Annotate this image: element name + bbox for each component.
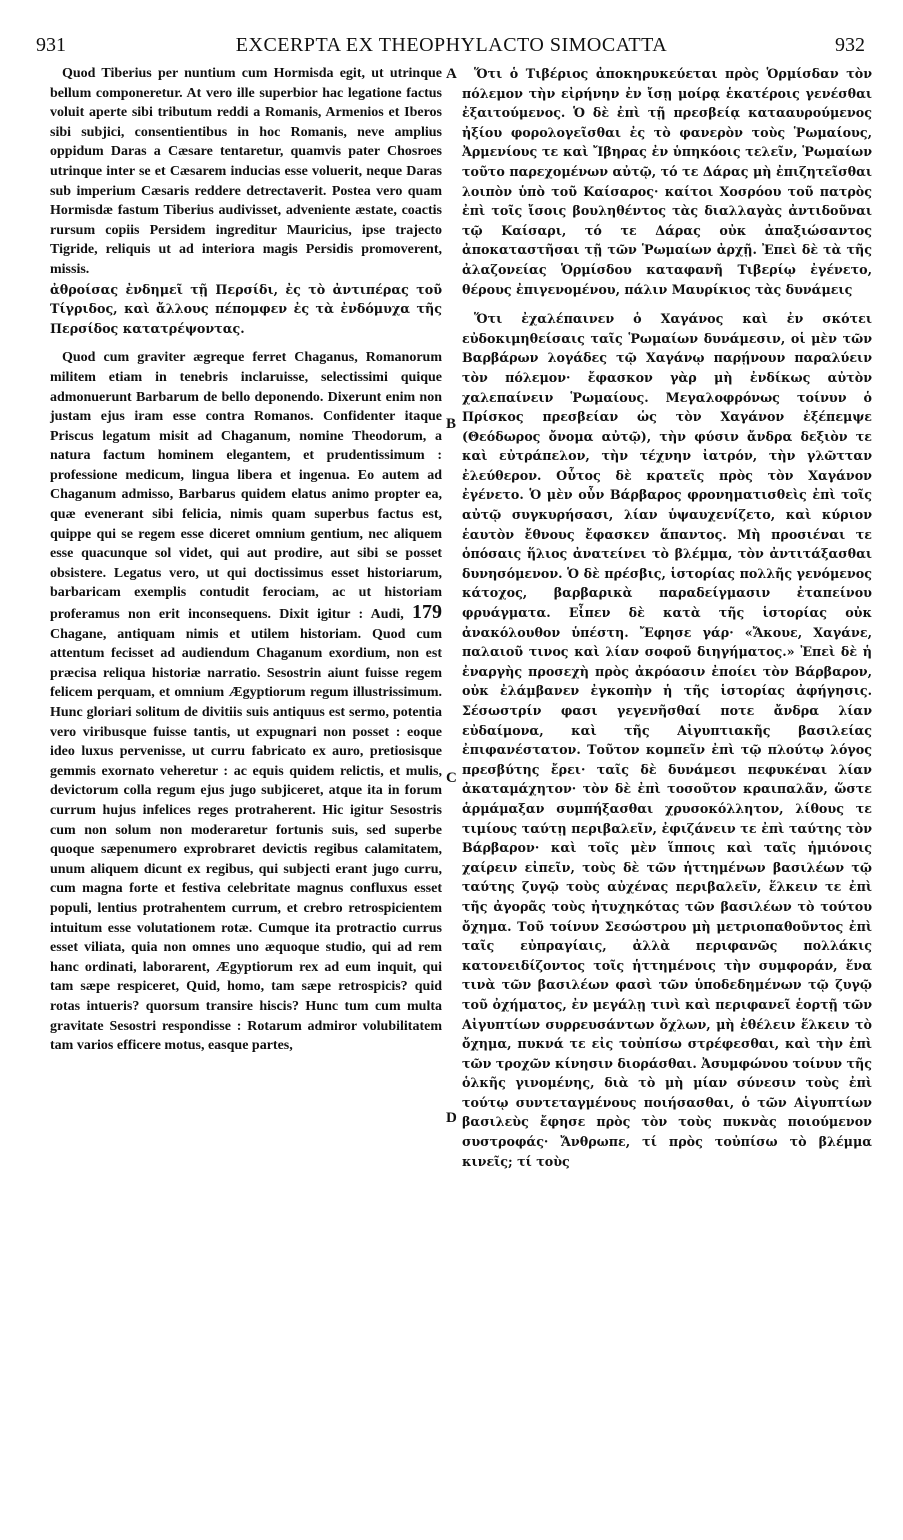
latin-column	[50, 64, 442, 1056]
page-number-right: 932	[835, 34, 865, 56]
greek-paragraph-2: Ὅτι ἐχαλέπαινεν ὁ Χαγάνος καὶ ἐν σκότει εὐδοκιμηθείσαις ταῖς Ῥωμαίων δυνάμεσιν, οἱ μὲν τῶν Βαρβάρων λογάδες τῷ Χαγάνῳ παρῄνουν παραλύειν τὸν πόλεμον· ἔφασκον γὰρ μὴ ἐνδίκως αὐτὸν χαλεπαίνειν Ῥωμαίους. Μεγαλοφρόνως τοίνυν ὁ Πρίσκος πρεσβείαν ὡς τὸν Χαγάνον ἐξέπεμψε (Θεόδωρος ὄνομα αὐτῷ), τὴν φύσιν ἄνδρα δεξιὸν τε καὶ εὐτράπελον, τὴν τέχνην ἰατρόν, τὴν γλῶτταν ἐλεύθερον. Οὗτος δὲ κρατεῖς πρὸς τὸν Χαγάνον ἐγένετο. Ὁ μὲν οὖν Βάρβαρος φρονηματισθεὶς ἐπὶ τοῖς αὐτῷ συγκυρήσασι, λίαν ὑψαυχενίζετο, καὶ κύριον ἑαυτὸν ἔθνους ἔφασκεν ἅπαντος. Μὴ προσιέναι τε ὁπόσαις ἥλιος ἀνατείνει τὸ βλέμμα, τὸν ἀντιτάξασθαι δυνησόμενον. Ὁ δὲ πρέσβις, ἱστορίας πολλῆς γενόμενος κάτοχος, βαρβαρικὰ παραδείγμασιν ἐταπείνου φρυάγματα. Εἶπεν δὲ κατὰ τῆς ἱστορίας οὐκ ἀνακόλουθον ὑπέστη. Ἔφησε γάρ· «Ἄκουε, Χαγάνε, παλαιοῦ τινος καὶ λίαν σοφοῦ διηγήματος.» Ἐπεὶ δὲ ἡ ἐναργὴς προσεχὴ πρὸς ἀκρόασιν ἐποίει τὸν Βάρβαρον, οὐκ ἐλάμβανεν ἐγκοπὴν ἡ τῆς ἱστορίας ἀφήγησις. Σέσωστρίν φασι γεγενῆσθαί ποτε ἄνδρα λίαν εὐδαίμονα, καὶ τῆς Αἰγυπτιακῆς βασιλείας ἐπιφανέστατον. Τοῦτον κομπεῖν ἐπὶ τῷ πλούτῳ λόγος πρεσβύτης ἔρει· ταῖς δὲ δυνάμεσι πεφυκέναι λίαν ἀκαταμάχητον· τὸν δὲ ἐπὶ τοσοῦτον κραιπαλᾶν, ὥστε ἁρμάμαξαν συμπήξασθαι χρυσοκόλλητον, λίθους τε τιμίους ταύτῃ περιβαλεῖν, ἐφιζάνειν τε ἐπὶ ταύτης τὸν Βάρβαρον· καὶ τοῖς μὲν ἵπποις καὶ ταῖς ἡμιόνοις χαίρειν εἰπεῖν, τοὺς δὲ τῶν ἡττημένων βασιλέων τῷ ταύτης ζυγῷ τοὺς αὐχένας περιβαλεῖν, ἕλκειν τε ἐπὶ τῆς ἀγορᾶς τοὺς ἠτυχηκότας τῶν βασιλέων τὸ τούτου ὄχημα. Τοῦ τοίνυν Σεσώστρου μὴ μετριοπαθοῦντος ἐπὶ ταῖς εὐπραγίαις, ἀλλὰ περιφανῶς πολλάκις κατονειδίζοντος τοῖς ἡττημένοις τὴν συμφοράν, ἕνα τινὰ τῶν βασιλέων φασὶ τῶν ὑποδεδημένων τῷ ζυγῷ τοῦ ὀχήματος, ἐν μεγάλῃ τινὶ καὶ περιφανεῖ ἑορτῇ τῶν Αἰγυπτίων συρρευσάντων ὄχλων, μὴ ἐθέλειν ἕλκειν τὸ ὄχημα, πυκνά τε εἰς τοὐπίσω στρέφεσθαι, καὶ τὴν ἐπὶ τῶν τροχῶν κίνησιν διοράσθαι. Ἀσυμφώνου τοίνυν τῆς ὁλκῆς γινομένης, διὰ τὸ μὴ μίαν σύνεσιν τοὺς ἐπὶ τούτῳ συντεταγμένους ποιήσασθαι, ὁ τῶν Αἰγυπτίων βασιλεὺς ἔφησε πρὸς τὸν τοὺς πυκνὰς ποιούμενον συστροφάς· Ἄνθρωπε, τί πρὸς τοὐπίσω τὸ βλέμμα κινεῖς; τί τοὺς	[462, 311, 872, 1169]
latin-paragraph-1: Quod Tiberius per nuntium cum Hormisda egit, ut utrinque bellum componeretur. At vero ille superbior hac legatione factus voluit aperte sibi tributum reddi a Romanis, Armenios et Iberos sibi subjici, consentientibus in hoc Romanis, neve amplius oppidum Daras a Cæsare tentaretur, quamvis pater Chosroes utrinque inter se et Cæsarem inducias esse voluerit, neque Daras sub imperium Cæsaris reddere detrectaverit. Postea vero quam Hormisdæ fastum Tiberius audivisset, adveniente æstate, coactis rursum copiis Persidem ingreditur Mauricius, ipse trajecto Tigride, reliquis ut ad interiora magis Persidis promoverent, missis.	[50, 66, 442, 277]
greek-column	[462, 64, 872, 1171]
latin-paragraph-2	[50, 348, 442, 1055]
latin-paragraph-2-part-1: Quod cum graviter ægreque ferret Chaganus, Romanorum militem etiam in tenebris inclaruisse, selectissimi quique admonuerunt Barbarum de bello deponendo. Dixerunt enim non justam ejus iram esse contra Romanos. Confidenter itaque Priscus legatum misit ad Chaganum, nomine Theodorum, a natura factum hominem elegantem, et prudentissimum : professione medicum, lingua libera et ingenua. Eo autem ad Chaganum admisso, Barbarus quidem elatus animo propter ea, quæ evenerant sibi felicia, nimis quam superbus factus est, quippe qui se regem esse diceret omnium gentium, nec aliquem esse quacunque sol videt, qui aut prodire, aut sibi se posset obsistere. Legatus vero, ut qui doctissimus esset historiarum, barbaricam exemplis contudit ferociam, ac ut historiam proferamus non erit inconsequens. Dixit igitur : Audi,	[50, 350, 442, 623]
marginal-page-number: 179	[412, 601, 442, 624]
margin-letter-a: A	[446, 66, 457, 82]
greek-overflow-line: ἀθροίσας ἐνδημεῖ τῇ Περσίδι, ἐς τὸ ἀντιπέρας τοῦ Τίγριδος, καὶ ἄλλους πέπομφεν ἐς τὰ ἐνδόμυχα τῆς Περσίδος κατατρέψοντας.	[50, 281, 442, 336]
greek-paragraph-1: Ὅτι ὁ Τιβέριος ἀποκηρυκεύεται πρὸς Ὁρμίσδαν τὸν πόλεμον τὴν εἰρήνην ἐν ἴσῃ μοίρᾳ ἑκατέροις γενέσθαι ἐξαιτούμενος. Ὁ δὲ ἐπὶ τῇ πρεσβείᾳ κατααυρούμενος ἠξίου φορολογεῖσθαι ἐς τὸ φανερὸν τοὺς Ῥωμαίους, Ἀρμενίους τε καὶ Ἴβηρας ἐν ὑπηκόοις τελεῖν, Ῥωμαίων τοῦτο παρεχομένων αὐτῷ, τό τε Δάρας μὴ ἐπιζητεῖσθαι λοιπὸν ὑπὸ τοῦ Καίσαρος· καίτοι Χοσρόου τοῦ πατρὸς ἐπὶ τοῖς ἴσοις βουληθέντος τὰς διαλλαγὰς ἀντιδοῦναι τῷ Καίσαρι, τό τε Δάρας οὐκ ἀπαξιώσαντος ἀποκαταστῆσαι τῇ τῶν Ῥωμαίων ἀρχῇ. Ἐπεὶ δὲ τὰ τῆς ἀλαζονείας Ὁρμίσδου καταφανῆ Τιβερίῳ ἐγένετο, θέρους ἐπιγενομένου, πάλιν Μαυρίκιος τὰς δυνάμεις	[462, 66, 872, 297]
margin-letter-d: D	[446, 1110, 457, 1126]
margin-letter-b: B	[446, 416, 457, 432]
margin-letter-c: C	[446, 770, 457, 786]
page-header	[0, 34, 903, 64]
running-title: EXCERPTA EX THEOPHYLACTO SIMOCATTA	[235, 34, 668, 56]
latin-paragraph-2-part-2: Chagane, antiquam nimis et utilem historiam. Quod cum attentum fecisset ad audiendum Chaganum exordium, non est præcisa reliqua historiæ narratio. Sesostrin aiunt fuisse regem felicem perquam, et omnium Ægyptiorum regum illustrissimum. Hunc gloriari solitum de divitiis suis antiquus est sermo, potentia vero viribusque fuisse tantis, ut expugnari non posset : eoque ideo luxus pervenisse, ut curru fabricato ex auro, pretiosisque gemmis exornato veheretur : ac equis quidem relictis, et mulis, devictorum colla regum ejus jugo subjiceret, atque ita in forum currum hujus infelices reges protraherent. Hic igitur Sesostris cum non solum non moderaretur fortunis suis, sed superbe quoque sæpenumero exprobraret devictis regibus calamitatem, unum aliquem dicunt ex regibus, qui subjecti erant jugo curru, cum magna forte et festiva celebritate magnus confluxus esset populi, lentius protrahentem currum, et crebro retrospicientem intuitum esse volutationem rotæ. Cumque ita protractio currus esset viliata, quia non omnes uno æquoque studio, qui ad rem hanc ordinati, laborarent, Ægyptiorum rex ad eum inquit, qui tam sæpe respiceret, Quid, homo, tam sæpe retrospicis? quid rotas intueris? quorsum transire hiscis? Hunc tum cum multa gravitate Sesostri respondisse : Rotarum admiror volubilitatem tam varios efficere motus, easque partes,	[50, 626, 442, 1054]
page-number-left: 931	[36, 34, 66, 56]
